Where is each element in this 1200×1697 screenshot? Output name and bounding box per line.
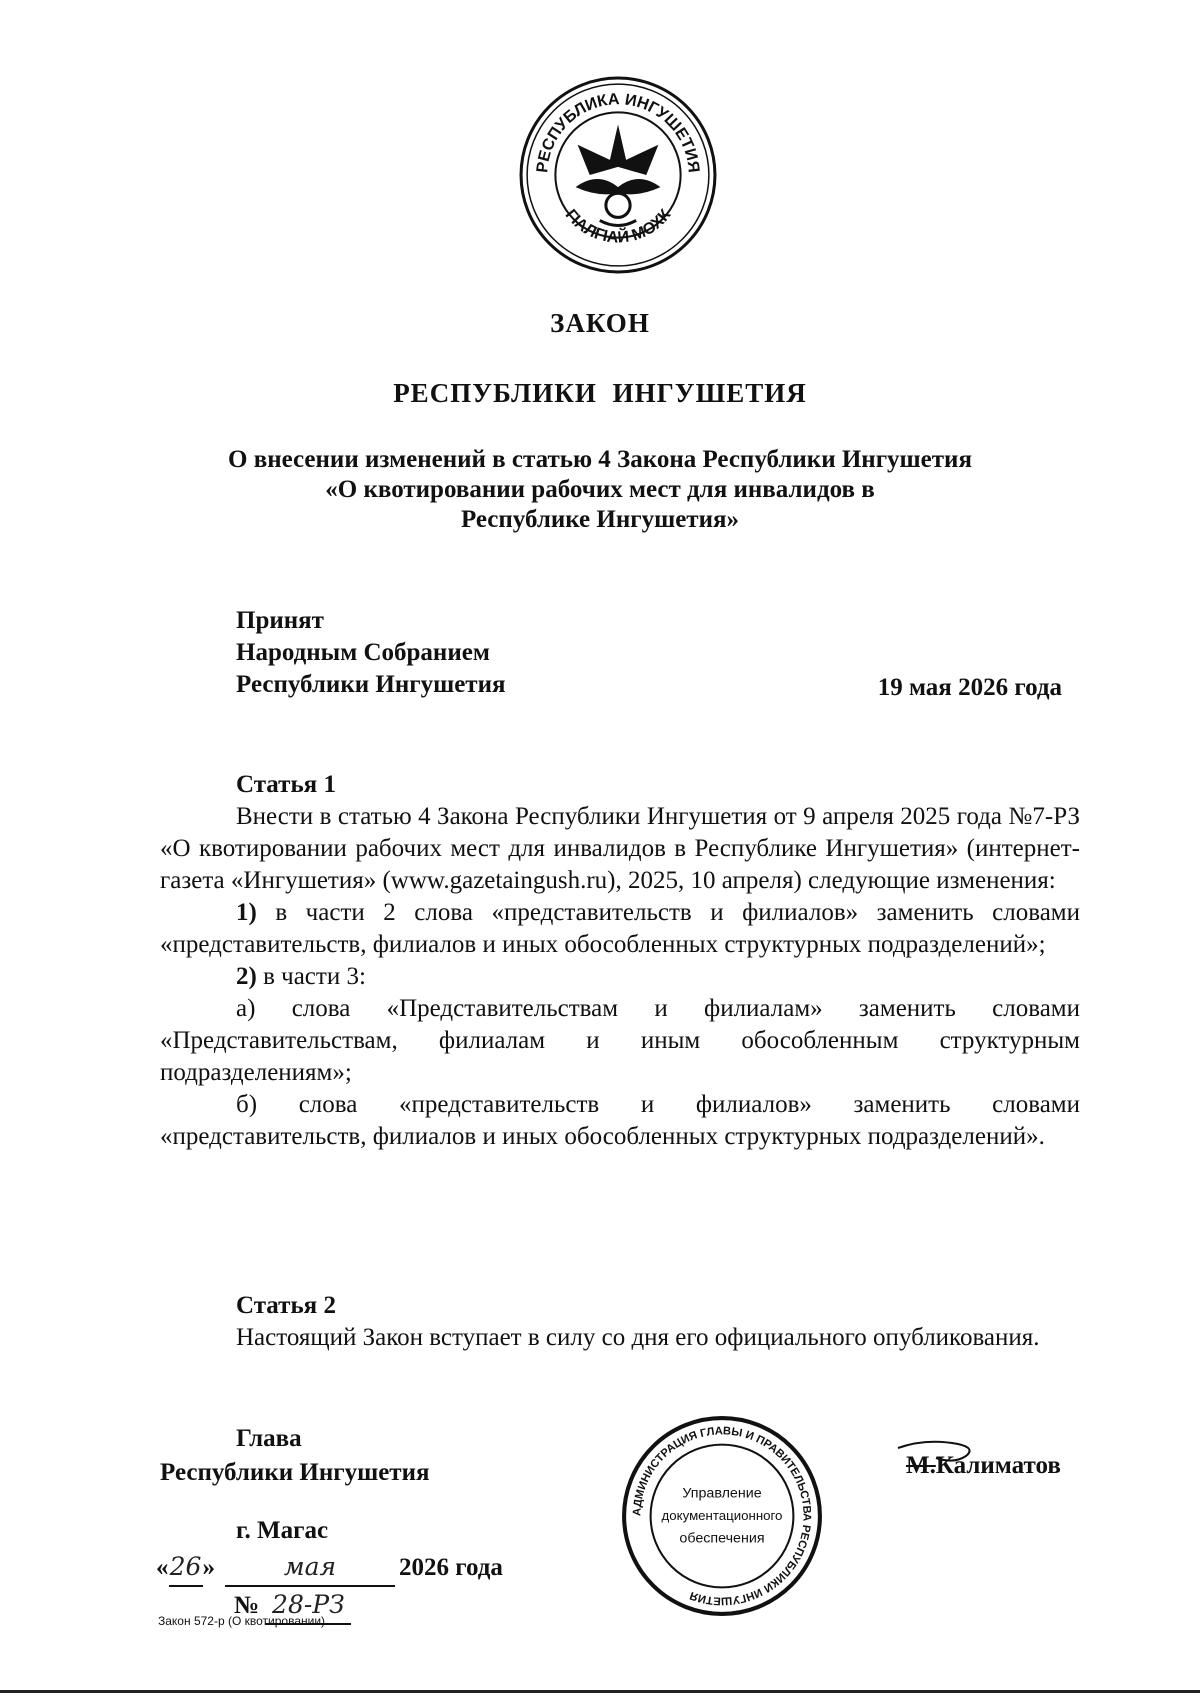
law-subject-line: Республике Ингушетия» bbox=[460, 506, 740, 533]
quote-close: » bbox=[202, 1554, 215, 1581]
svg-text:АДМИНИСТРАЦИЯ ГЛАВЫ И ПРАВИТЕЛ: АДМИНИСТРАЦИЯ ГЛАВЫ И ПРАВИТЕЛЬСТВА РЕСПУБЛИКИ ИНГУШЕТИЯ bbox=[631, 1425, 813, 1607]
article-2 bbox=[160, 1290, 1080, 1354]
law-title: ЗАКОН bbox=[550, 308, 650, 338]
article-subitem: а) слова «Представительствам и филиалам» заменить словами «Представительствам, филиалам и иным обособленным структурным подразделениям»; bbox=[160, 995, 1080, 1086]
article-paragraph: Настоящий Закон вступает в силу со дня его официального опубликования. bbox=[236, 1324, 1040, 1351]
adoption-block bbox=[236, 605, 506, 701]
adoption-line: Республики Ингушетия bbox=[236, 671, 506, 698]
article-paragraph: Внести в статью 4 Закона Республики Ингушетия от 9 апреля 2025 года №7-РЗ «О квотировании рабочих мест для инвалидов в Республике Ингушетия» (интернет-газета «Ингушетия» (www.gazetaingush.ru), 2025, 10 апреля) следующие изменения: bbox=[160, 803, 1080, 894]
signing-date bbox=[156, 1549, 503, 1587]
article-subitem: б) слова «представительств и филиалов» заменить словами «представительств, филиалов и иных обособленных структурных подразделений». bbox=[160, 1091, 1080, 1150]
number-label: № bbox=[234, 1592, 260, 1619]
coat-of-arms-icon bbox=[517, 74, 719, 276]
item-number: 1) bbox=[236, 899, 257, 926]
adoption-line: Принят bbox=[236, 607, 324, 634]
stamp-line: Управление bbox=[682, 1485, 762, 1502]
official-stamp bbox=[620, 1414, 824, 1618]
item-text: в части 3: bbox=[256, 963, 366, 990]
date-year: 2026 года bbox=[399, 1554, 503, 1581]
quote-open: « bbox=[156, 1554, 169, 1581]
place-date-block bbox=[156, 1513, 503, 1625]
law-subject-line: О внесении изменений в статью 4 Закона Республики Ингушетия bbox=[228, 446, 972, 473]
article-heading: Статья 2 bbox=[236, 1292, 336, 1319]
signatory-title bbox=[160, 1422, 430, 1490]
footer-note: Закон 572-р (О квотировании) bbox=[158, 1614, 326, 1628]
article-item bbox=[160, 961, 1080, 993]
city: г. Магас bbox=[236, 1517, 329, 1544]
signatory-name bbox=[906, 1452, 1061, 1480]
date-month: мая bbox=[225, 1549, 395, 1587]
stamp-line: документационного bbox=[661, 1508, 783, 1524]
signatory-surname: Калиматов bbox=[935, 1452, 1061, 1479]
adoption-date: 19 мая 2026 года bbox=[877, 674, 1062, 701]
law-subject-line: «О квотировании рабочих мест для инвалидов в bbox=[325, 476, 875, 503]
law-republic: РЕСПУБЛИКИ ИНГУШЕТИЯ bbox=[393, 378, 807, 408]
adoption-line: Народным Собранием bbox=[236, 639, 490, 666]
number-value: 28-РЗ bbox=[265, 1587, 351, 1625]
date-day: 26 bbox=[169, 1549, 203, 1587]
item-text: в части 2 слова «представительств и филиалов» заменить словами «представительств, филиалов и иных обособленных структурных подразделений»; bbox=[160, 899, 1080, 958]
stamp-line: обеспечения bbox=[679, 1530, 765, 1547]
bottom-rule bbox=[0, 1690, 1200, 1693]
svg-text:РЕСПУБЛИКА ИНГУШЕТИЯ: РЕСПУБЛИКА ИНГУШЕТИЯ bbox=[533, 90, 703, 174]
article-item bbox=[160, 897, 1080, 961]
item-number: 2) bbox=[236, 963, 257, 990]
article-heading: Статья 1 bbox=[236, 771, 336, 798]
signatory-title-line: Республики Ингушетия bbox=[160, 1459, 430, 1486]
svg-text:ГІАЛГІАЙ МОХК: ГІАЛГІАЙ МОХК bbox=[561, 205, 675, 247]
signatory-title-line: Глава bbox=[236, 1425, 302, 1452]
article-1 bbox=[160, 769, 1080, 1153]
law-subject bbox=[0, 445, 1200, 535]
signatory-initial: М. bbox=[906, 1452, 936, 1479]
